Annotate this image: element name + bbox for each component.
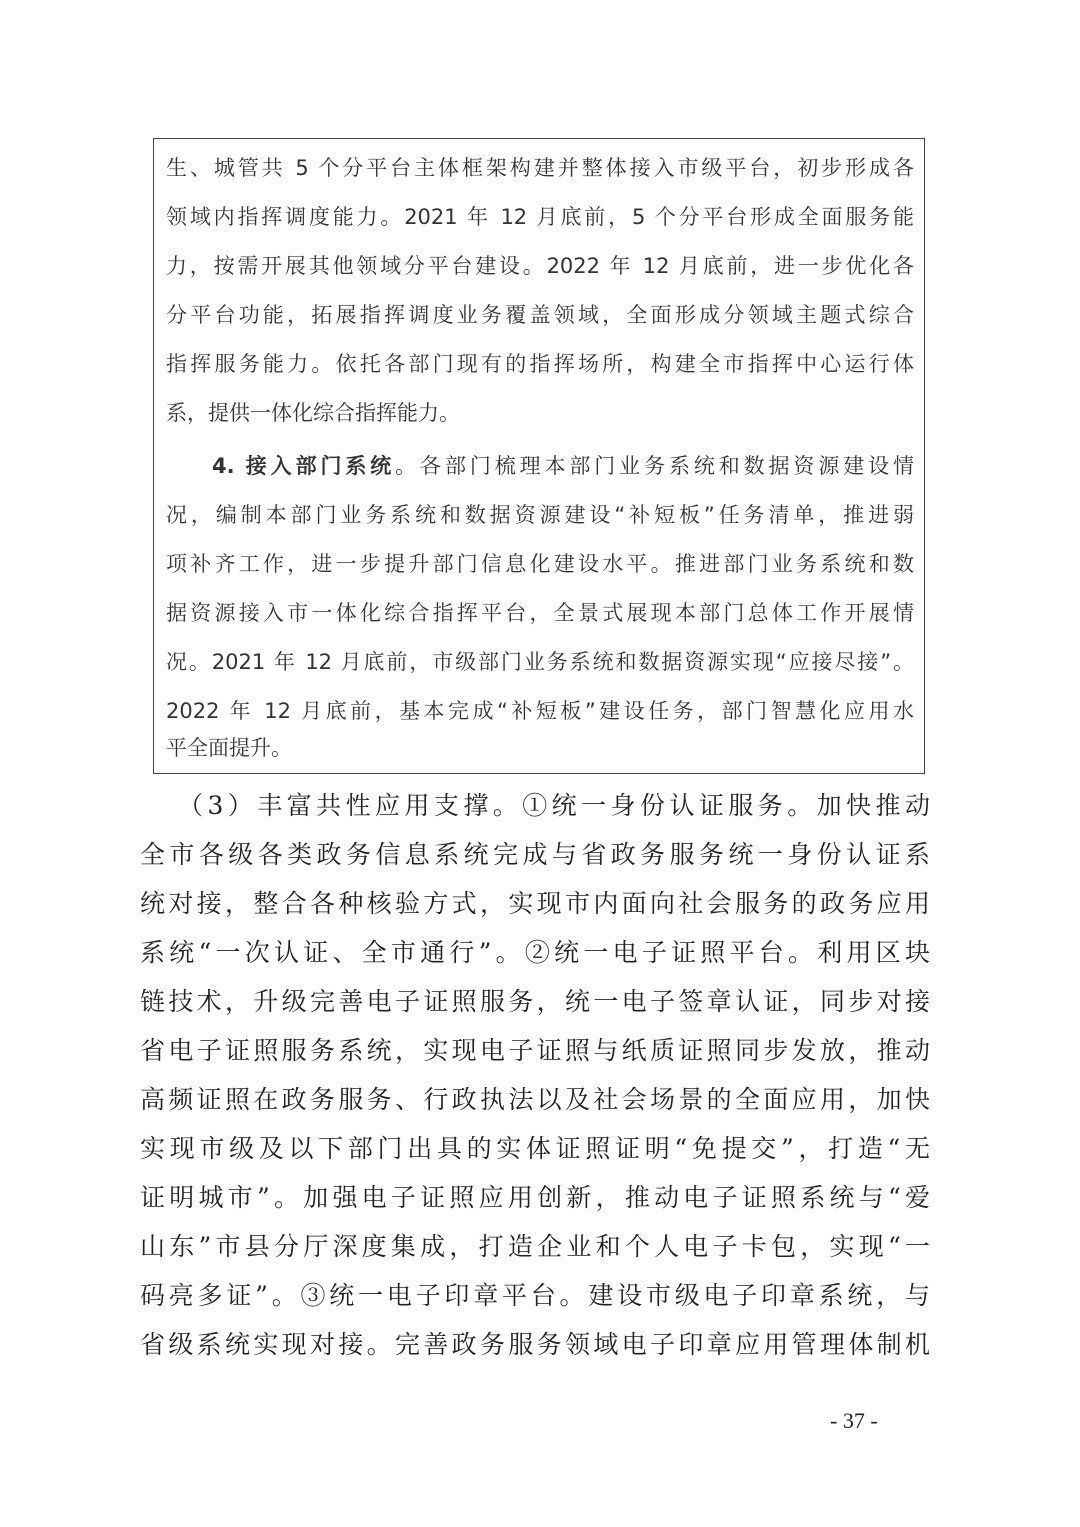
body-line: 省级系统实现对接。完善政务服务领域电子印章应用管理体制机	[140, 1330, 930, 1359]
box-line: 生、城管共 5 个分平台主体框架构建并整体接入市级平台，初步形成各	[166, 156, 914, 180]
body-line: 链技术，升级完善电子证照服务，统一电子签章认证，同步对接	[140, 987, 930, 1016]
body-line: 证明城市”。加强电子证照应用创新，推动电子证照系统与“爱	[140, 1183, 930, 1212]
body-line: 全市各级各类政务信息系统完成与省政务服务统一身份认证系	[140, 840, 930, 869]
box-line: 力，按需开展其他领域分平台建设。2022 年 12 月底前，进一步优化各	[166, 254, 914, 278]
box-line	[212, 451, 914, 481]
body-line: 统对接，整合各种核验方式，实现市内面向社会服务的政务应用	[140, 889, 930, 918]
body-line: 实现市级及以下部门出具的实体证照证明“免提交”，打造“无	[140, 1134, 930, 1163]
body-line: 码亮多证”。③统一电子印章平台。建设市级电子印章系统，与	[140, 1281, 930, 1310]
box-line: 分平台功能，拓展指挥调度业务覆盖领域，全面形成分领域主题式综合	[166, 303, 914, 327]
box-line: 况，编制本部门业务系统和数据资源建设“补短板”任务清单，推进弱	[166, 503, 914, 527]
body-line: 高频证照在政务服务、行政执法以及社会场景的全面应用，加快	[140, 1085, 930, 1114]
body-line: 系统“一次认证、全市通行”。②统一电子证照平台。利用区块	[140, 938, 930, 967]
box-line: 2022 年 12 月底前，基本完成“补短板”建设任务，部门智慧化应用水	[166, 699, 914, 723]
box-line: 平全面提升。	[166, 736, 292, 760]
page-number: - 37 -	[830, 1408, 878, 1433]
text-box	[153, 138, 925, 774]
box-line: 指挥服务能力。依托各部门现有的指挥场所，构建全市指挥中心运行体	[166, 352, 914, 376]
body-line: 省电子证照服务系统，实现电子证照与纸质证照同步发放，推动	[140, 1036, 930, 1065]
box-line: 据资源接入市一体化综合指挥平台，全景式展现本部门总体工作开展情	[166, 601, 914, 625]
body-line: （3）丰富共性应用支撑。①统一身份认证服务。加快推动	[178, 791, 930, 820]
box-line: 领域内指挥调度能力。2021 年 12 月底前，5 个分平台形成全面服务能	[166, 205, 914, 229]
box-line: 项补齐工作，进一步提升部门信息化建设水平。推进部门业务系统和数	[166, 552, 914, 576]
body-line: 山东”市县分厅深度集成，打造企业和个人电子卡包，实现“一	[140, 1232, 930, 1261]
box-line: 况。2021 年 12 月底前，市级部门业务系统和数据资源实现“应接尽接”。	[166, 650, 914, 674]
section-heading: 4. 接入部门系统	[212, 454, 396, 478]
box-line: 系，提供一体化综合指挥能力。	[166, 401, 460, 425]
box-text: 。各部门梳理本部门业务系统和数据资源建设情	[395, 454, 915, 478]
